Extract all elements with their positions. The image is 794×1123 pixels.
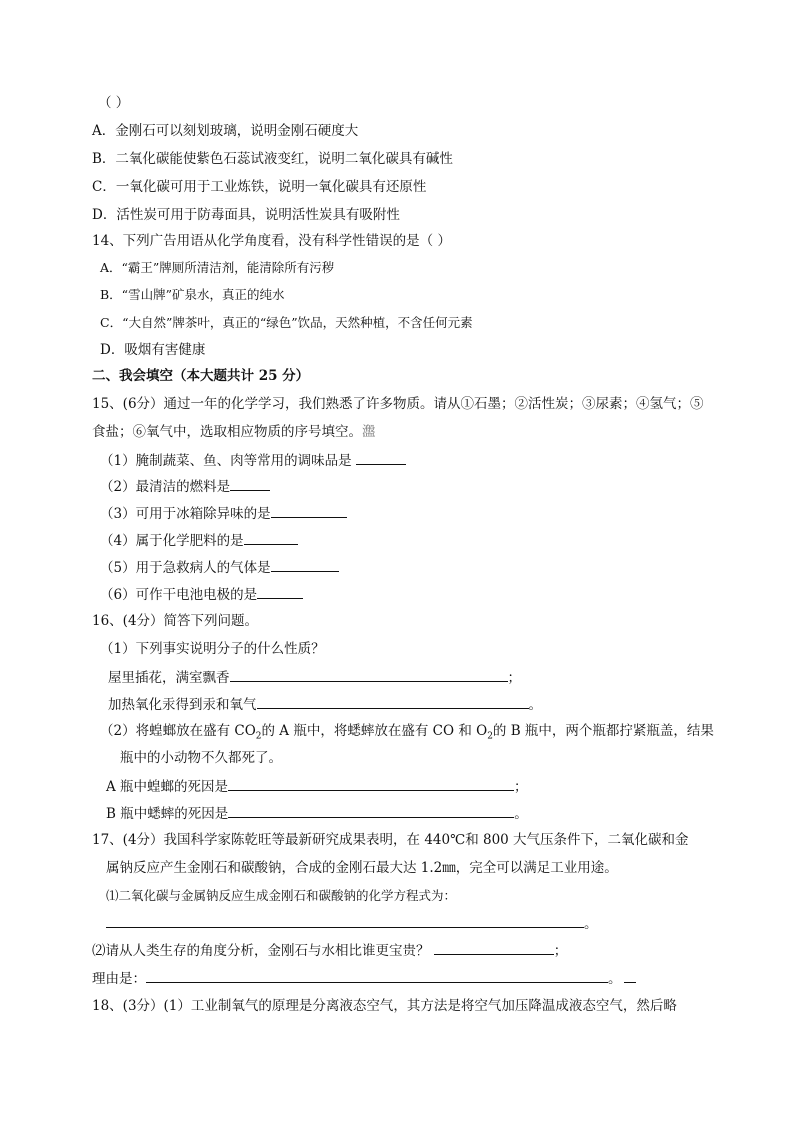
q13-option-d: D．活性炭可用于防毒面具，说明活性炭具有吸附性 [92,207,400,223]
q15-stem-line2 [92,422,376,442]
q16-sub2-line1 [100,721,714,741]
q16-stem: 16、(4分）简答下列问题。 [92,613,259,629]
q15-item-6 [100,584,303,605]
q16-death-a [106,776,528,797]
q15-watermark-char: 瀊 [362,424,376,440]
q15-blank-4[interactable] [244,530,298,545]
q17-reason-period: 。 [608,971,622,987]
q16-death-b [106,803,528,824]
q14-option-c: C．“大自然”牌茶叶，真正的“绿色”饮品，天然种植，不含任何元素 [100,315,473,330]
q17-line2: 属钠反应产生金刚石和碳酸钠，合成的金刚石最大达 1.2㎜，完全可以满足工业用途。 [106,860,618,876]
q15-item-5 [100,557,339,578]
q14-option-b: B．“雪山牌”矿泉水，真正的纯水 [100,287,285,302]
q14-option-d: D．吸烟有害健康 [100,342,206,358]
q16-sub2-a: （2）将蝗螂放在盛有 CO [100,723,256,739]
q15-blank-6[interactable] [257,584,303,599]
q15-blank-5[interactable] [271,557,339,572]
q18-line1: 18、(3分）(1）工业制氧气的原理是分离液态空气，其方法是将空气加压降温成液态空气，然后略 [92,998,677,1014]
q15-stem-text: 食盐；⑥氧气中，选取相应物质的序号填空。 [92,424,362,440]
q16-death-a-semicolon: ； [514,779,528,795]
q15-item-3-text: （3）可用于冰箱除异味的是 [100,506,271,522]
q16-sub2-c: 的 A 瓶中，将蟋蟀放在盛有 CO 和 O [261,723,488,739]
q16-fact2 [108,694,542,715]
q13-option-b: B．二氧化碳能使紫色石蕊试液变红，说明二氧化碳具有碱性 [92,151,453,167]
q16-death-b-period: 。 [514,806,528,822]
section-2-heading: 二、我会填空（本大题共计 25 分） [92,368,310,384]
q17-sub1: ⑴二氧化碳与金属钠反应生成金刚石和碳酸钠的化学方程式为： [106,888,457,903]
q17-blank-reason[interactable] [146,968,608,983]
q17-reason [92,968,636,989]
q16-blank-fact1[interactable] [230,667,508,682]
q16-blank-fact2[interactable] [257,694,529,709]
q17-blank-equation[interactable] [106,913,584,928]
q16-sub2-e: 的 B 瓶中，两个瓶都拧紧瓶盖，结果 [492,723,714,739]
q17-reason-label: 理由是： [92,971,146,987]
q16-sub2-line2: 瓶中的小动物不久都死了。 [120,750,282,766]
q16-fact2-period: 。 [528,697,542,713]
q16-blank-death-a[interactable] [228,776,514,791]
q15-blank-2[interactable] [230,476,270,491]
q15-item-3 [100,503,347,524]
q16-sub2-subscript-1: 2 [255,731,262,742]
q16-death-b-text: B 瓶中蟋蟀的死因是 [106,806,229,822]
q17-equation-line [106,913,598,934]
q17-sub2-semicolon: ； [553,943,568,959]
q15-blank-3[interactable] [271,503,347,518]
q17-trailing-mark [624,968,636,983]
q15-item-4 [100,530,298,551]
q16-sub1: （1）下列事实说明分子的什么性质？ [100,641,325,657]
q13-bracket: （ ） [98,95,130,111]
q14-stem: 14、下列广告用语从化学角度看，没有科学性错误的是（ ） [92,233,451,249]
q13-option-a: A．金刚石可以刻划玻璃，说明金刚石硬度大 [92,123,359,139]
q15-item-4-text: （4）属于化学肥料的是 [100,533,244,549]
q15-blank-1[interactable] [356,450,406,465]
q16-death-a-text: A 瓶中蝗螂的死因是 [106,779,229,795]
q16-fact2-text: 加热氧化汞得到汞和氧气 [108,697,257,713]
q17-blank-compare[interactable] [434,940,554,955]
q16-fact1-semicolon: ； [507,670,521,686]
q17-equation-period: 。 [584,916,598,932]
q15-item-1 [100,450,406,471]
q16-fact1 [108,667,521,688]
q16-fact1-text: 屋里插花，满室飘香 [108,670,230,686]
q15-stem-line1: 15、(6分）通过一年的化学学习，我们熟悉了许多物质。请从①石墨；②活性炭；③尿素；④氢气；⑤ [92,396,704,412]
q15-item-2 [100,476,270,497]
q16-blank-death-b[interactable] [228,803,514,818]
q13-option-c: C．一氧化碳可用于工业炼铁，说明一氧化碳具有还原性 [92,179,427,195]
q15-item-6-text: （6）可作干电池电极的是 [100,587,258,603]
q15-item-5-text: （5）用于急救病人的气体是 [100,560,271,576]
q15-item-2-text: （2）最清洁的燃料是 [100,479,231,495]
q17-sub2 [92,940,567,961]
q16-sub2-subscript-2: 2 [487,731,493,742]
q14-option-a: A．“霸王”牌厕所清洁剂，能清除所有污秽 [100,260,335,275]
q15-item-1-text: （1）腌制蔬菜、鱼、肉等常用的调味品是 [100,453,352,469]
q17-line1: 17、(4分）我国科学家陈乾旺等最新研究成果表明，在 440℃和 800 大气压条件下，二氧化碳和金 [92,832,689,848]
q17-sub2-text: ⑵请从人类生存的角度分析，金刚石与水相比谁更宝贵？ [92,943,430,959]
